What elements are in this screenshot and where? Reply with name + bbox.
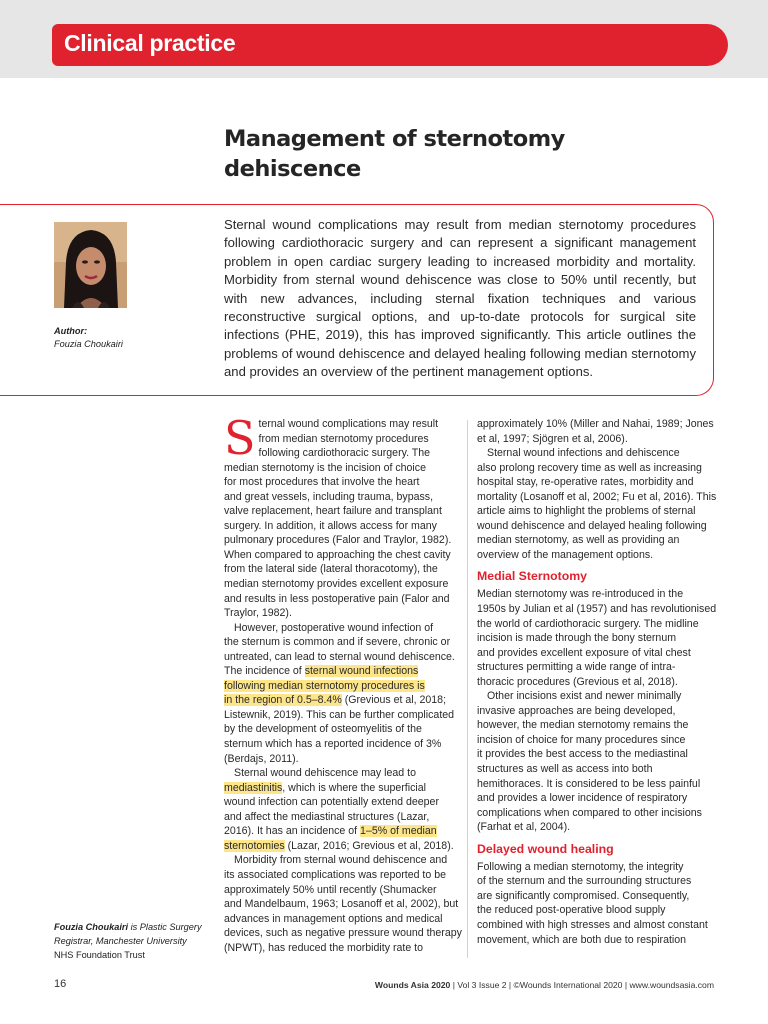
text-line: movement, which are both due to respiration — [477, 933, 687, 946]
body-paragraph — [224, 853, 462, 955]
text-line: from median sternotomy procedures — [258, 432, 429, 445]
text-line: approximately 50% until recently (Shumacker — [224, 883, 437, 896]
text-line: Median sternotomy was re-introduced in the — [477, 588, 684, 601]
text-line: Other incisions exist and newer minimally — [487, 690, 682, 703]
text-line: Sternal wound dehiscence may lead to — [234, 767, 416, 780]
text-run: The incidence of — [224, 665, 305, 678]
text-line: and affect the mediastinal structures (Lazar, — [224, 810, 430, 823]
body-column-2 — [477, 417, 717, 947]
text-line: are significantly compromised. Consequently, — [477, 889, 690, 902]
text-line: Sternal wound infections and dehiscence — [487, 447, 680, 460]
text-line: complications when compared to other incisions — [477, 806, 702, 819]
text-line: the reduced post-operative blood supply — [477, 904, 666, 917]
section-tab — [52, 24, 728, 66]
text-line: and Mandelbaum, 1963; Losanoff et al, 2002), but — [224, 898, 459, 911]
text-line: valve replacement, heart failure and transplant — [224, 505, 442, 518]
text-line: structures permitting a wide range of intra- — [477, 661, 676, 674]
journal-name: Wounds Asia 2020 — [374, 980, 451, 990]
author-name: Fouzia Choukairi — [54, 339, 123, 349]
text-line: structures as well as access into both — [477, 763, 653, 776]
section-heading: Delayed wound healing — [477, 841, 614, 856]
body-paragraph — [224, 411, 456, 621]
footer-citation — [375, 980, 714, 990]
text-line: and great vessels, including trauma, bypass, — [224, 490, 434, 503]
text-line — [224, 664, 456, 679]
section-heading: Medial Sternotomy — [477, 569, 588, 584]
text-line: however, the median sternotomy remains the — [477, 719, 689, 732]
bio-organisation: NHS Foundation Trust — [54, 950, 145, 960]
highlighted-text: sternal wound infections — [304, 665, 419, 678]
text-line: median sternotomy, as well as providing an — [477, 534, 680, 547]
text-line: also prolong recovery time as well as increasing — [477, 461, 702, 474]
text-line: and provides a lower incidence of respiratory — [477, 792, 688, 805]
text-line: Listewnik, 2019). This can be further complicated — [224, 708, 455, 721]
drop-cap: S — [224, 411, 256, 465]
text-line: untreated, can lead to sternal wound dehiscence. — [224, 650, 455, 663]
text-line: incision is made through the bony sternum — [477, 632, 677, 645]
page-number: 16 — [54, 978, 67, 990]
highlighted-text: in the region of 0.5–8.4% — [224, 694, 342, 707]
text-line: for most procedures that involve the heart — [224, 476, 420, 489]
text-line: wound dehiscence and delayed healing following — [477, 519, 707, 532]
highlighted-text: 1–5% of median — [360, 825, 437, 838]
text-line: it provides the best access to the mediastinal — [477, 748, 688, 761]
text-line: surgery. In addition, it allows access for many — [224, 519, 437, 532]
text-run: (Lazar, 2016; Grevious et al, 2018). — [284, 839, 454, 852]
text-line: and provides excellent exposure of vital chest — [477, 646, 691, 659]
article-title: Management of sternotomy dehiscence — [224, 126, 565, 182]
text-line — [224, 679, 456, 694]
bio-role: is Plastic Surgery Registrar, Manchester University — [54, 922, 202, 946]
text-line: overview of the management options. — [477, 548, 654, 561]
text-line: its associated complications was reported to be — [224, 868, 446, 881]
text-line: advances in management options and medical — [224, 912, 443, 925]
text-line: et al, 1997; Sjögren et al, 2006). — [477, 432, 628, 445]
author-label: Author: — [54, 326, 88, 336]
text-run: (Grevious et al, 2018; — [341, 694, 447, 707]
section-label: Clinical practice — [64, 30, 236, 56]
text-line: sternum which has a reported incidence of 3% — [224, 738, 442, 751]
body-paragraph — [477, 860, 709, 947]
text-line: of the sternum and the surrounding structures — [477, 875, 692, 888]
text-line: by the development of osteomyelitis of the — [224, 723, 422, 736]
text-line: combined with high stresses and almost constant — [477, 918, 708, 931]
text-line: median sternotomy is the incision of choice — [224, 461, 426, 474]
column-divider — [467, 420, 468, 958]
text-run: , which is where the superficial — [282, 781, 426, 794]
body-paragraph — [224, 621, 456, 766]
body-paragraph — [477, 417, 714, 446]
text-line: from the lateral side (lateral thoracotomy), the — [224, 563, 438, 576]
body-column-1 — [224, 411, 462, 955]
body-paragraph — [477, 689, 709, 834]
text-line: (Berdajs, 2011). — [224, 752, 299, 765]
text-line: 1950s by Julian et al (1957) and has revolutionised — [477, 603, 717, 616]
text-line: the world of cardiothoracic surgery. The midline — [477, 617, 699, 630]
author-photo — [54, 222, 127, 308]
text-line — [224, 693, 456, 708]
text-line: (Farhat et al, 2004). — [477, 821, 571, 834]
text-line: incision of choice for many procedures since — [477, 733, 686, 746]
text-line: approximately 10% (Miller and Nahai, 1989; Jones — [477, 418, 714, 430]
text-line — [224, 839, 456, 854]
text-line: median sternotomy provides excellent exposure — [224, 578, 449, 591]
text-line: mortality (Losanoff et al, 2002; Fu et al, 2016). This — [477, 490, 717, 503]
text-line: Traylor, 1982). — [224, 607, 292, 620]
author-portrait-image — [54, 222, 127, 308]
text-line: wound infection can potentially extend deeper — [224, 796, 439, 809]
text-line: article aims to highlight the problems of sternal — [477, 505, 696, 518]
text-line: Following a median sternotomy, the integrity — [477, 860, 684, 873]
highlighted-text: following median sternotomy procedures is — [224, 679, 425, 692]
highlighted-text: mediastinitis — [224, 781, 283, 794]
text-line: and results in less postoperative pain (Falor and — [224, 592, 450, 605]
text-line — [224, 824, 456, 839]
abstract-text: Sternal wound complications may result from median sternotomy procedures following cardiothoracic surgery and can represent a significant management problem in open cardiac surgery leading to increased morbidity and mortality. Morbidity from sternal wound dehiscence was close to 50% until recently, but with new advances, including sternal fixation techniques and various reconstructive surgical options, and up-to-date protocols for surgical site infections (PHE, 2019), this has improved significantly. This article outlines the problems of wound dehiscence and delayed healing following median sternotomy and provides an overview of the pertinent management options. — [224, 217, 696, 380]
text-line: invasive approaches are being developed, — [477, 704, 676, 717]
text-line: thoracic procedures (Grevious et al, 2018). — [477, 675, 678, 688]
text-line: the sternum is common and if severe, chronic or — [224, 636, 451, 649]
text-line: following cardiothoracic surgery. The — [258, 447, 431, 460]
text-line: pulmonary procedures (Falor and Traylor, 1982). — [224, 534, 452, 547]
text-line: devices, such as negative pressure wound therapy — [224, 927, 462, 940]
footer-issue-info: | Vol 3 Issue 2 | ©Wounds International 2020 | www.woundsasia.com — [450, 980, 714, 990]
text-line: hemithoraces. It is considered to be less painful — [477, 777, 701, 790]
author-bio — [54, 920, 214, 962]
text-line: (NPWT), has reduced the morbidity rate to — [224, 941, 424, 954]
text-run: 2016). It has an incidence of — [224, 825, 361, 838]
body-paragraph — [477, 446, 717, 562]
bio-author-name: Fouzia Choukairi — [54, 922, 129, 932]
text-line: However, postoperative wound infection of — [234, 621, 434, 634]
text-line: When compared to approaching the chest cavity — [224, 548, 451, 561]
text-line: ternal wound complications may result — [258, 418, 439, 430]
text-line: hospital stay, re-operative rates, morbidity and — [477, 476, 694, 489]
highlighted-text: sternotomies — [224, 839, 285, 852]
body-paragraph — [477, 587, 717, 689]
text-line: Morbidity from sternal wound dehiscence and — [234, 854, 448, 867]
text-line — [224, 781, 456, 796]
body-paragraph — [224, 766, 456, 853]
